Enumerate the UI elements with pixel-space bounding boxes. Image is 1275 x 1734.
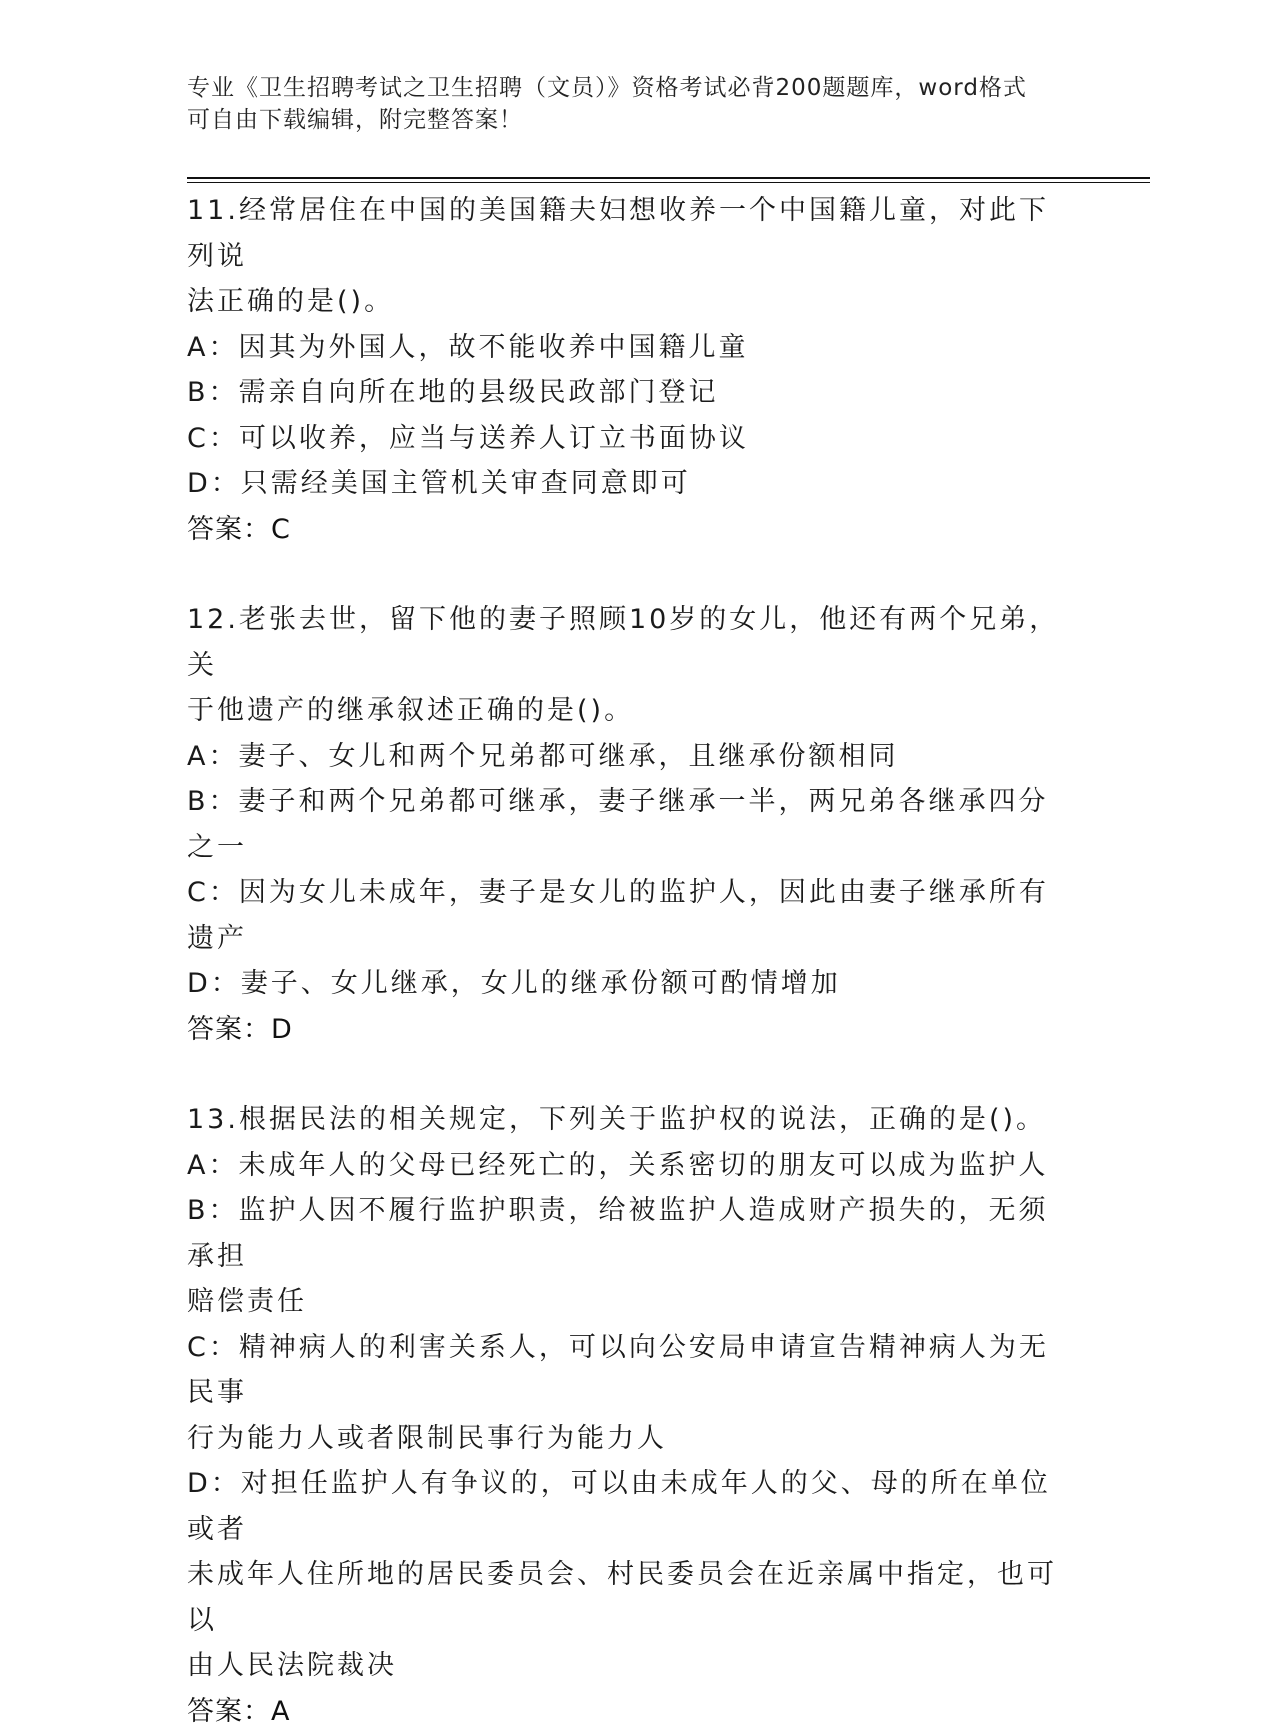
question-stem-line: 12.老张去世，留下他的妻子照顾10岁的女儿，他还有两个兄弟，关 bbox=[187, 597, 1077, 688]
question-block bbox=[187, 1097, 1077, 1734]
answer-line bbox=[187, 1007, 1077, 1053]
option-text-line: C：因为女儿未成年，妻子是女儿的监护人，因此由妻子继承所有遗产 bbox=[187, 870, 1077, 961]
answer-line bbox=[187, 507, 1077, 553]
option-text-line: A：未成年人的父母已经死亡的，关系密切的朋友可以成为监护人 bbox=[187, 1143, 1077, 1189]
answer-label: 答案： bbox=[187, 1014, 271, 1045]
option-text-line: C：可以收养，应当与送养人订立书面协议 bbox=[187, 416, 1077, 462]
question-option bbox=[187, 1188, 1077, 1325]
question-option bbox=[187, 461, 1077, 507]
option-text-line: B：监护人因不履行监护职责，给被监护人造成财产损失的，无须承担 bbox=[187, 1188, 1077, 1279]
question-stem-line: 13.根据民法的相关规定，下列关于监护权的说法，正确的是()。 bbox=[187, 1097, 1077, 1143]
question-option bbox=[187, 370, 1077, 416]
answer-value: D bbox=[271, 1014, 293, 1045]
question-option bbox=[187, 779, 1077, 870]
header-divider-thin bbox=[187, 182, 1150, 183]
question-option bbox=[187, 870, 1077, 961]
question-option bbox=[187, 961, 1077, 1007]
question-option bbox=[187, 1461, 1077, 1689]
option-text-line: D：妻子、女儿继承，女儿的继承份额可酌情增加 bbox=[187, 961, 1077, 1007]
option-text-line: A：因其为外国人，故不能收养中国籍儿童 bbox=[187, 325, 1077, 371]
document-header bbox=[187, 72, 1067, 136]
question-option bbox=[187, 1143, 1077, 1189]
option-text-line: 行为能力人或者限制民事行为能力人 bbox=[187, 1416, 1077, 1462]
option-text-line: 未成年人住所地的居民委员会、村民委员会在近亲属中指定，也可以 bbox=[187, 1552, 1077, 1643]
answer-label: 答案： bbox=[187, 514, 271, 545]
question-option bbox=[187, 416, 1077, 462]
question-stem-line: 于他遗产的继承叙述正确的是()。 bbox=[187, 688, 1077, 734]
question-option bbox=[187, 734, 1077, 780]
option-text-line: C：精神病人的利害关系人，可以向公安局申请宣告精神病人为无民事 bbox=[187, 1325, 1077, 1416]
option-text-line: 由人民法院裁决 bbox=[187, 1643, 1077, 1689]
answer-value: C bbox=[271, 514, 291, 545]
question-list bbox=[187, 188, 1077, 1734]
question-block bbox=[187, 188, 1077, 552]
option-text-line: A：妻子、女儿和两个兄弟都可继承，且继承份额相同 bbox=[187, 734, 1077, 780]
option-text-line: 赔偿责任 bbox=[187, 1279, 1077, 1325]
option-text-line: D：只需经美国主管机关审查同意即可 bbox=[187, 461, 1077, 507]
question-stem-line: 法正确的是()。 bbox=[187, 279, 1077, 325]
header-divider-thick bbox=[187, 177, 1150, 179]
question-stem-line: 11.经常居住在中国的美国籍夫妇想收养一个中国籍儿童，对此下列说 bbox=[187, 188, 1077, 279]
header-line-2: 可自由下载编辑，附完整答案！ bbox=[187, 104, 1067, 136]
answer-label: 答案： bbox=[187, 1696, 271, 1727]
option-text-line: B：需亲自向所在地的县级民政部门登记 bbox=[187, 370, 1077, 416]
option-text-line: D：对担任监护人有争议的，可以由未成年人的父、母的所在单位或者 bbox=[187, 1461, 1077, 1552]
answer-value: A bbox=[271, 1696, 290, 1727]
option-text-line: B：妻子和两个兄弟都可继承，妻子继承一半，两兄弟各继承四分之一 bbox=[187, 779, 1077, 870]
question-option bbox=[187, 325, 1077, 371]
header-line-1: 专业《卫生招聘考试之卫生招聘（文员）》资格考试必背200题题库，word格式 bbox=[187, 72, 1067, 104]
question-option bbox=[187, 1325, 1077, 1462]
answer-line bbox=[187, 1689, 1077, 1734]
question-block bbox=[187, 597, 1077, 1052]
